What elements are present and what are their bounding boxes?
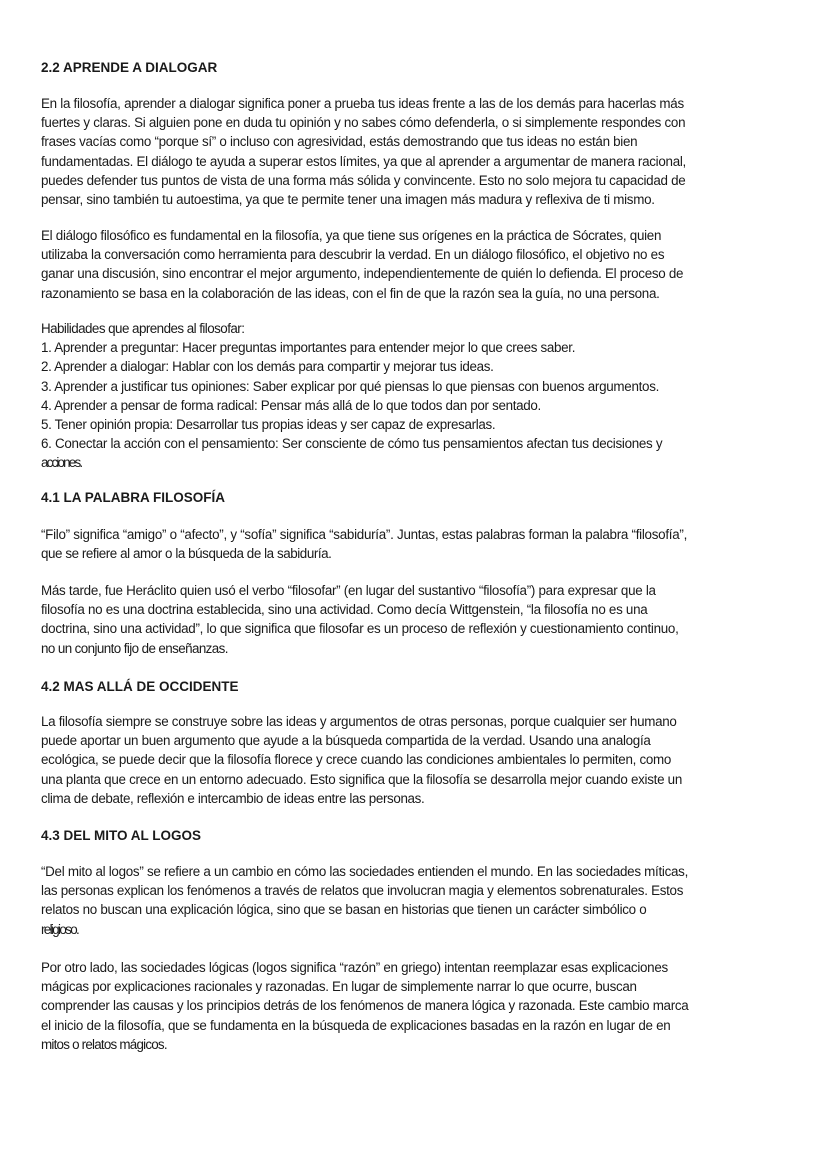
text-line: Habilidades que aprendes al filosofar: — [41, 321, 245, 336]
paragraph — [41, 226, 801, 303]
text-line: razonamiento se basa en la colaboración de las ideas, con el fin de que la razón sea la guía, no una persona. — [41, 285, 660, 301]
text-line: 4. Aprender a pensar de forma radical: Pensar más allá de lo que todos dan por sentado. — [41, 397, 541, 413]
text-line: que se refiere al amor o la búsqueda de la sabiduría. — [41, 546, 332, 562]
text-line: Más tarde, fue Heráclito quien usó el verbo “filosofar” (en lugar del sustantivo “filosofía”) para expresar que la — [41, 583, 656, 598]
text-line: 3. Aprender a justificar tus opiniones: Saber explicar por qué piensas lo que piensas con buenos argumentos. — [41, 378, 660, 394]
paragraph — [41, 94, 801, 209]
paragraph — [41, 525, 801, 563]
text-line: mitos o relatos mágicos. — [41, 1036, 167, 1052]
text-line: clima de debate, reflexión e intercambio de ideas entre las personas. — [41, 790, 425, 806]
text-line: fundamentadas. El diálogo te ayuda a superar estos límites, ya que al aprender a argumentar de manera racional, — [41, 153, 686, 169]
text-line: relatos no buscan una explicación lógica, sino que se basan en historias que tienen un carácter simbólico o — [41, 902, 647, 918]
text-line: El diálogo filosófico es fundamental en la filosofía, ya que tiene sus orígenes en la práctica de Sócrates, quien — [41, 228, 662, 243]
text-line: doctrina, sino una actividad”, lo que significa que filosofar es un proceso de reflexión y cuestionamiento continuo, — [41, 621, 679, 637]
section-heading: 4.1 LA PALABRA FILOSOFÍA — [41, 490, 226, 505]
text-line: puedes defender tus puntos de vista de una forma más sólida y convincente. Esto no solo mejora tu capacidad de — [41, 172, 686, 188]
text-line: filosofía no es una doctrina establecida, sino una actividad. Como decía Wittgenstein, “la filosofía no es una — [41, 602, 648, 618]
text-line: Por otro lado, las sociedades lógicas (logos significa “razón” en griego) intentan reemplazar esas explicaciones — [41, 960, 668, 975]
text-line: 6. Conectar la acción con el pensamiento: Ser consciente de cómo tus pensamientos afectan tus decisiones y — [41, 436, 663, 452]
paragraph — [41, 581, 801, 658]
text-line: puede aportar un buen argumento que ayude a la búsqueda compartida de la verdad. Usando una analogía — [41, 733, 651, 749]
text-line: “Filo” significa “amigo” o “afecto”, y “sofía” significa “sabiduría”. Juntas, estas palabras forman la palabra “filosofía”, — [41, 527, 688, 542]
paragraph — [41, 712, 801, 808]
text-line: fuertes y claras. Si alguien pone en duda tu opinión y no sabes cómo defenderla, o si simplemente respondes con — [41, 115, 686, 131]
section-heading: 4.2 MAS ALLÁ DE OCCIDENTE — [41, 679, 239, 694]
paragraph — [41, 319, 801, 473]
text-line: La filosofía siempre se construye sobre las ideas y argumentos de otras personas, porque cualquier ser humano — [41, 714, 677, 729]
text-line: mágicas por explicaciones racionales y razonadas. En lugar de simplemente narrar lo que ocurre, buscan — [41, 979, 637, 995]
text-line: frases vacías como “porque sí” o incluso con agresividad, estás demostrando que tus ideas no están bien — [41, 134, 638, 150]
paragraph — [41, 958, 801, 1054]
text-line: 2. Aprender a dialogar: Hablar con los demás para compartir y mejorar tus ideas. — [41, 359, 494, 375]
section-heading: 4.3 DEL MITO AL LOGOS — [41, 828, 202, 843]
section-heading: 2.2 APRENDE A DIALOGAR — [41, 60, 218, 75]
text-line: ganar una discusión, sino encontrar el mejor argumento, independientemente de quién lo defienda. El proceso de — [41, 266, 684, 282]
text-line: comprender las causas y los principios detrás de los fenómenos de manera lógica y razonada. Este cambio marca — [41, 998, 689, 1014]
text-line: acciones. — [41, 455, 82, 471]
text-line: 1. Aprender a preguntar: Hacer preguntas importantes para entender mejor lo que crees saber. — [41, 340, 576, 356]
text-line: pensar, sino también tu autoestima, ya que te permite tener una imagen más madura y reflexiva de ti mismo. — [41, 192, 655, 208]
paragraph — [41, 862, 801, 939]
text-line: una planta que crece en un entorno adecuado. Esto significa que la filosofía se desarrolla mejor cuando existe un — [41, 771, 682, 787]
text-line: 5. Tener opinión propia: Desarrollar tus propias ideas y ser capaz de expresarlas. — [41, 417, 496, 433]
text-line: “Del mito al logos” se refiere a un cambio en cómo las sociedades entienden el mundo. En las sociedades míticas, — [41, 864, 689, 879]
text-line: las personas explican los fenómenos a través de relatos que involucran magia y elementos sobrenaturales. Estos — [41, 883, 684, 899]
text-line: ecológica, se puede decir que la filosofía florece y crece cuando las condiciones ambientales lo permiten, como — [41, 752, 672, 768]
text-line: religioso. — [41, 921, 79, 937]
text-line: no un conjunto fijo de enseñanzas. — [41, 640, 228, 656]
text-line: el inicio de la filosofía, que se fundamenta en la búsqueda de explicaciones basadas en la razón en lugar de en — [41, 1017, 671, 1033]
text-line: utilizaba la conversación como herramienta para descubrir la verdad. En un diálogo filosófico, el objetivo no es — [41, 247, 665, 263]
text-line: En la filosofía, aprender a dialogar significa poner a prueba tus ideas frente a las de los demás para hacerlas más — [41, 96, 684, 111]
